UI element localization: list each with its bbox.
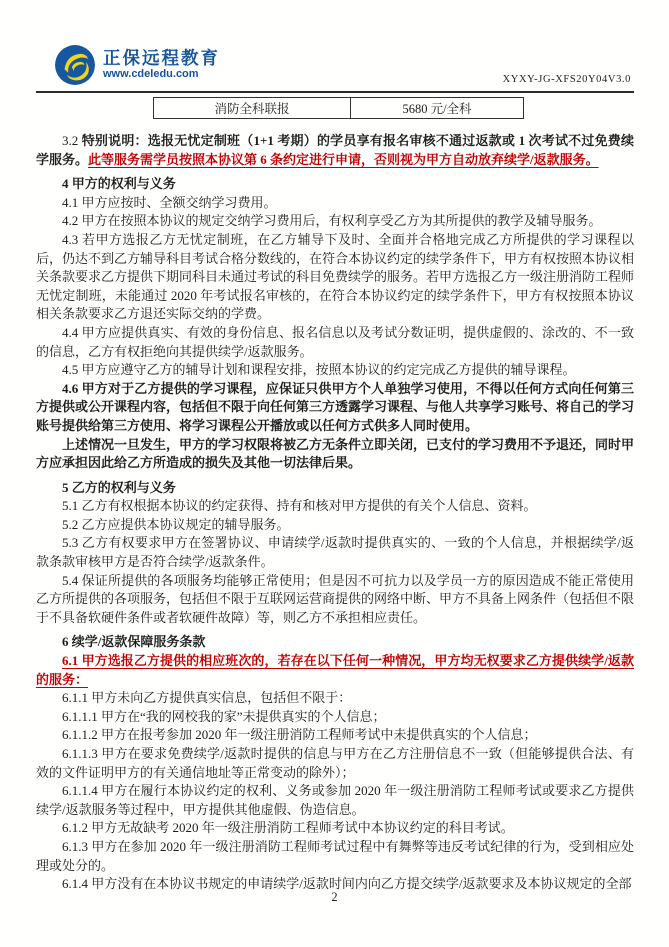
brand-name: 正保远程教育: [103, 48, 220, 69]
clause-4-5: 4.5 甲方应遵守乙方的辅导计划和课程安排，按照本协议的约定完成乙方提供的辅导课程。: [62, 362, 576, 378]
header-rule: [36, 91, 634, 93]
brand-website: www.cdeledu.com: [103, 68, 199, 81]
clause-4-3: 4.3 若甲方选报乙方无忧定制班，在乙方辅导下及时、全面并合格地完成乙方所提供的学习课程以后，仍达不到乙方辅导科目考试合格分数线的，在符合本协议约定的续学条件下，甲方有权按照本协议相关条款要求乙方提供下期同科目未通过考试的科目免费续学的服务。若甲方选报乙方一级注册消防工程师无忧定制班，未能通过 2020 年考试报名审核的，在符合本协议约定的续学条件下，甲方有权按照本协议相关条款要求乙方退还实际交纳的学费。: [36, 231, 635, 322]
clause-6-1-1-4: 6.1.1.4 甲方在履行本协议约定的权利、义务或参加 2020 年一级注册消防工程师考试或要求乙方提供续学/返款服务等过程中，甲方提供其他虚假、伪造信息。: [36, 783, 634, 817]
price-table-price-cell: 5680 元/全科: [351, 98, 524, 119]
price-table-row: [154, 98, 524, 119]
clause-4-6: 4.6 甲方对于乙方提供的学习课程，应保证只供甲方个人单独学习使用，不得以任何方式向任何第三方提供或公开课程内容，包括但不限于向任何第三方透露学习课程、与他人共享学习账号、将自己的学习账号提供给第三方使用、将学习课程公开播放或以任何方式供多人同时使用。: [36, 380, 635, 433]
clause-4-1: 4.1 甲方应按时、全额交纳学习费用。: [62, 194, 277, 210]
page-number: 2: [331, 890, 338, 904]
clause-4-6-consequence: 上述情况一旦发生，甲方的学习权限将被乙方无条件立即关闭，已支付的学习费用不予退还，同时甲方应承担因此给乙方所造成的损失及其他一切法律后果。: [36, 436, 635, 471]
clause-6-1-1-2: 6.1.1.2 甲方在报考参加 2020 年一级注册消防工程师考试中未提供真实的个人信息；: [62, 727, 537, 743]
clause-3-2-lead: 特别说明：选报无忧定制班（1+1 考期）的学员享有报名审核不通过返款或 1 次考试不过免费续学服务。: [36, 133, 634, 167]
page-footer: [0, 890, 669, 905]
price-table: [153, 97, 524, 119]
contract-body: [0, 119, 669, 894]
section-6-heading: 6 续学/返款保障服务条款: [62, 634, 206, 650]
clause-5-1: 5.1 乙方有权根据本协议的约定获得、持有和核对甲方提供的有关个人信息、资料。: [62, 498, 537, 514]
brand-logo-icon: [54, 44, 96, 86]
clause-6-1-1: 6.1.1 甲方未向乙方提供真实信息，包括但不限于：: [62, 690, 352, 706]
clause-3-2-number: 3.2: [62, 133, 82, 148]
clause-6-1-4: 6.1.4 甲方没有在本协议书规定的申请续学/返款时间内向乙方提交续学/返款要求及本协议规定的全部: [62, 876, 632, 892]
section-4-heading: 4 甲方的权利与义务: [62, 176, 176, 192]
clause-6-1-2: 6.1.2 甲方无故缺考 2020 年一级注册消防工程师考试中本协议约定的科目考试。: [62, 820, 514, 836]
clause-6-1-1-3: 6.1.1.3 甲方在要求免费续学/返款时提供的信息与甲方在乙方注册信息不一致（但能够提供合法、有效的文件证明甲方的有关通信地址等正常变动的除外）；: [36, 746, 634, 780]
page-header: [0, 0, 669, 88]
clause-4-2: 4.2 甲方在按照本协议的规定交纳学习费用后，有权利享受乙方为其所提供的教学及辅导服务。: [62, 213, 602, 229]
clause-5-3: 5.3 乙方有权要求甲方在签署协议、申请续学/返款时提供真实的、一致的个人信息，并根据续学/返款条款审核甲方是否符合续学/返款条件。: [36, 535, 634, 570]
clause-5-4: 5.4 保证所提供的各项服务均能够正常使用；但是因不可抗力以及学员一方的原因造成不能正常使用乙方所提供的各项服务，包括但不限于互联网运营商提供的网络中断、甲方不具备上网条件（包括但不限于不具备软硬件条件或者软硬件故障）等，则乙方不承担相应责任。: [36, 572, 635, 625]
price-table-course-cell: 消防全科联报: [154, 98, 351, 119]
clause-3-2: [36, 132, 634, 169]
clause-4-4: 4.4 甲方应提供真实、有效的身份信息、报名信息以及考试分数证明，提供虚假的、涂改的、不一致的信息，乙方有权拒绝向其提供续学/返款服务。: [36, 324, 634, 359]
clause-5-2: 5.2 乙方应提供本协议规定的辅导服务。: [62, 516, 290, 532]
clause-6-1-3: 6.1.3 甲方在参加 2020 年一级注册消防工程师考试过程中有舞弊等违反考试纪律的行为，受到相应处理或处分的。: [36, 838, 634, 873]
brand-logo: [54, 44, 220, 86]
clause-6-1-1-1: 6.1.1.1 甲方在“我的网校我的家”未提供真实的个人信息；: [62, 708, 386, 724]
clause-6-1: 6.1 甲方选报乙方提供的相应班次的，若存在以下任何一种情况，甲方均无权要求乙方提供续学/返款的服务：: [36, 653, 634, 687]
brand-logo-text: [103, 49, 220, 81]
section-5-heading: 5 乙方的权利与义务: [62, 479, 176, 495]
clause-3-2-emphasis: 此等服务需学员按照本协议第 6 条约定进行申请，否则视为甲方自动放弃续学/返款服务。: [88, 151, 599, 167]
document-code: XYXY-JG-XFS20Y04V3.0: [502, 74, 631, 85]
